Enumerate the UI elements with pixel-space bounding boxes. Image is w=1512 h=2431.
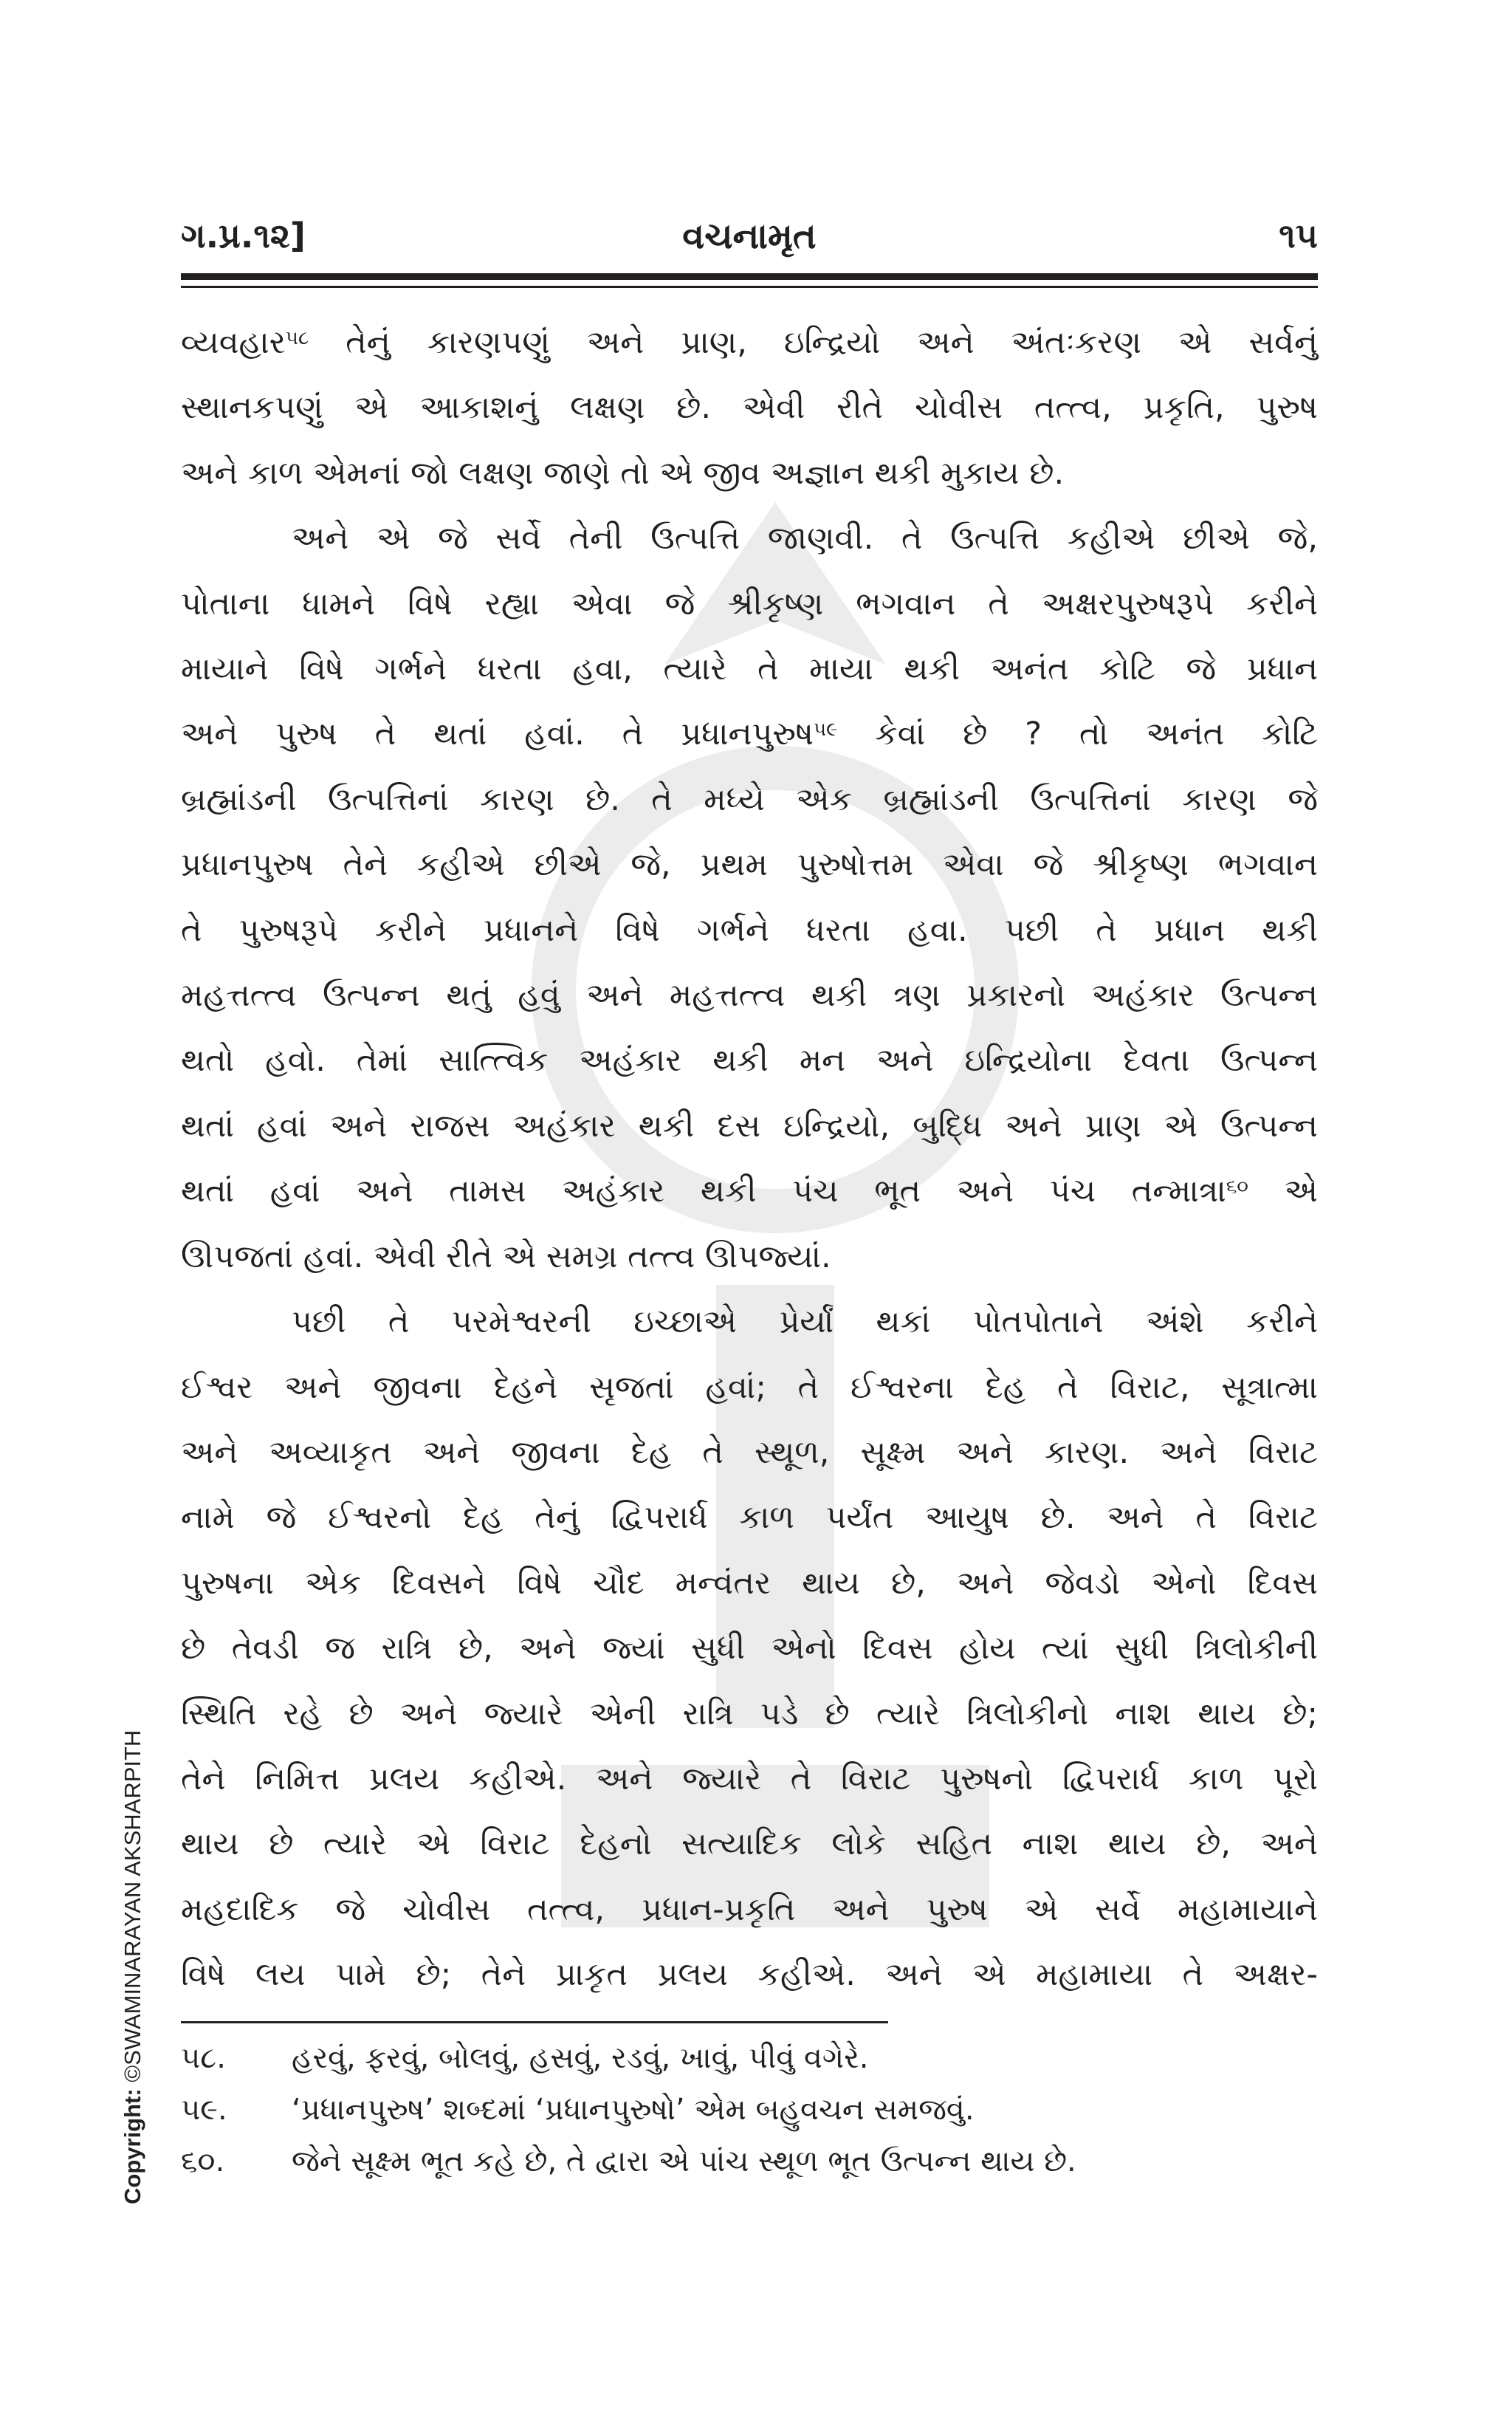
paragraph-2-line-5: બ્રહ્માંડની ઉત્પત્તિનાં કારણ છે. તે મધ્યે એક બ્રહ્માંડની ઉત્પત્તિનાં કારણ જે: [181, 781, 1318, 818]
paragraph-3-line-1: પછી તે પરમેશ્વરની ઇચ્છાએ પ્રેર્યાં થકાં પોતપોતાને અંશે કરીને: [292, 1303, 1318, 1341]
paragraph-2-line-7: તે પુરુષરૂપે કરીને પ્રધાનને વિષે ગર્ભને ધરતા હવા. પછી તે પ્રધાન થકી: [181, 911, 1318, 949]
paragraph-2-line-8: મહત્તત્ત્વ ઉત્પન્ન થતું હવું અને મહત્તત્ત્વ થકી ત્રણ પ્રકારનો અહંકાર ઉત્પન્ન: [181, 977, 1318, 1015]
footnote-60: [181, 2136, 1318, 2187]
paragraph-2-line-6: પ્રધાનપુરુષ તેને કહીએ છીએ જે, પ્રથમ પુરુષોત્તમ એવા જે શ્રીકૃષ્ણ ભગવાન: [181, 846, 1318, 884]
paragraph-2-line-11: [181, 1159, 1318, 1224]
footnote-number: ૫૯.: [181, 2093, 227, 2127]
footnote-divider: [181, 2021, 888, 2023]
header-rule-thick: [181, 273, 1318, 280]
paragraph-3-line-4: નામે જે ઈશ્વરનો દેહ તેનું દ્વિપરાર્ધ કાળ પર્યંત આયુષ છે. અને તે વિરાટ: [181, 1499, 1318, 1537]
paragraph-3-line-7: સ્થિતિ રહે છે અને જ્યારે એની રાત્રિ પડે છે ત્યારે ત્રિલોકીનો નાશ થાય છે;: [181, 1695, 1318, 1732]
footnote-text: હરવું, ફરવું, બોલવું, હસવું, રડવું, ખાવું, પીવું વગેરે.: [292, 2041, 869, 2075]
paragraph-3-line-10: મહદાદિક જે ચોવીસ તત્ત્વ, પ્રધાન-પ્રકૃતિ અને પુરુષ એ સર્વે મહામાયાને: [181, 1890, 1318, 1928]
paragraph-2-line-4: [181, 702, 1318, 767]
footnote-ref-60[interactable]: ૬૦: [1226, 1176, 1248, 1199]
paragraph-3-line-2: ઈશ્વર અને જીવના દેહને સૃજતાં હવાં; તે ઈશ્વરના દેહ તે વિરાટ, સૂત્રાત્મા: [181, 1368, 1318, 1406]
footnote-number: ૬૦.: [181, 2144, 225, 2178]
chapter-reference: ગ.પ્ર.૧૨]: [181, 216, 306, 256]
paragraph-2-line-3: માયાને વિષે ગર્ભને ધરતા હવા, ત્યારે તે માયા થકી અનંત કોટિ જે પ્રધાન: [181, 651, 1318, 688]
footnote-58: [181, 2032, 1318, 2084]
footnotes: [181, 2032, 1318, 2187]
text-span: વ્યવહાર: [181, 324, 286, 361]
paragraph-1-line-3: અને કાળ એમનાં જો લક્ષણ જાણે તો એ જીવ અજ્ઞાન થકી મુકાય છે.: [181, 454, 1065, 492]
paragraph-3-line-9: થાય છે ત્યારે એ વિરાટ દેહનો સત્યાદિક લોકે સહિત નાશ થાય છે, અને: [181, 1825, 1318, 1863]
paragraph-1-line-1: [181, 310, 1318, 375]
page-header: [181, 216, 1318, 260]
page-number: ૧૫: [1279, 216, 1318, 256]
copyright-notice: [120, 1658, 152, 2204]
paragraph-2-line-2: પોતાના ધામને વિષે રહ્યા એવા જે શ્રીકૃષ્ણ ભગવાન તે અક્ષરપુરુષરૂપે કરીને: [181, 585, 1318, 623]
text-span: તેનું કારણપણું અને પ્રાણ, ઇન્દ્રિયો અને અંતઃકરણ એ સર્વનું: [346, 324, 1319, 361]
footnote-number: ૫૮.: [181, 2041, 226, 2075]
book-title: વચનામૃત: [682, 216, 817, 257]
paragraph-2-line-1: અને એ જે સર્વે તેની ઉત્પત્તિ જાણવી. તે ઉત્પત્તિ કહીએ છીએ જે,: [292, 520, 1318, 558]
footnote-59: [181, 2084, 1318, 2136]
text-span: કેવાં છે ? તો અનંત કોટિ: [837, 716, 1318, 753]
paragraph-2-line-9: થતો હવો. તેમાં સાત્ત્વિક અહંકાર થકી મન અને ઇન્દ્રિયોના દેવતા ઉત્પન્ન: [181, 1042, 1318, 1080]
paragraph-3-line-8: તેને નિમિત્ત પ્રલય કહીએ. અને જ્યારે તે વિરાટ પુરુષનો દ્વિપરાર્ધ કાળ પૂરો: [181, 1760, 1318, 1797]
paragraph-3-line-5: પુરુષના એક દિવસને વિષે ચૌદ મન્વંતર થાય છે, અને જેવડો એનો દિવસ: [181, 1564, 1318, 1602]
copyright-label: Copyright:: [120, 2088, 145, 2204]
text-span: અને પુરુષ તે થતાં હવાં. તે પ્રધાનપુરુષ: [181, 716, 814, 753]
paragraph-3-line-11: વિષે લય પામે છે; તેને પ્રાકૃત પ્રલય કહીએ. અને એ મહામાયા તે અક્ષર-: [181, 1956, 1318, 1994]
paragraph-3-line-6: છે તેવડી જ રાત્રિ છે, અને જ્યાં સુધી એનો દિવસ હોય ત્યાં સુધી ત્રિલોકીની: [181, 1630, 1318, 1667]
paragraph-2-line-10: થતાં હવાં અને રાજસ અહંકાર થકી દસ ઇન્દ્રિયો, બુદ્ધિ અને પ્રાણ એ ઉત્પન્ન: [181, 1107, 1318, 1145]
main-text: [181, 310, 1318, 2008]
text-span: થતાં હવાં અને તામસ અહંકાર થકી પંચ ભૂત અને પંચ તન્માત્રા: [181, 1173, 1226, 1210]
paragraph-1-line-2: સ્થાનકપણું એ આકાશનું લક્ષણ છે. એવી રીતે ચોવીસ તત્ત્વ, પ્રકૃતિ, પુરુષ: [181, 389, 1318, 427]
paragraph-3-line-3: અને અવ્યાકૃત અને જીવના દેહ તે સ્થૂળ, સૂક્ષ્મ અને કારણ. અને વિરાટ: [181, 1433, 1318, 1471]
text-span: એ: [1248, 1173, 1318, 1210]
paragraph-2-line-12: ઊપજતાં હવાં. એવી રીતે એ સમગ્ર તત્ત્વ ઊપજ્યાં.: [181, 1238, 831, 1275]
footnote-ref-58[interactable]: ૫૮: [285, 327, 309, 349]
footnote-ref-59[interactable]: ૫૯: [813, 719, 838, 741]
copyright-holder: ©SWAMINARAYAN AKSHARPITH: [120, 1729, 145, 2089]
header-rule-thin: [181, 286, 1318, 288]
footnote-text: જેને સૂક્ષ્મ ભૂત કહે છે, તે દ્વારા એ પાંચ સ્થૂળ ભૂત ઉત્પન્ન થાય છે.: [292, 2144, 1076, 2178]
footnote-text: ‘પ્રધાનપુરુષ’ શબ્દમાં ‘પ્રધાનપુરુષો’ એમ બહુવચન સમજવું.: [292, 2093, 975, 2127]
